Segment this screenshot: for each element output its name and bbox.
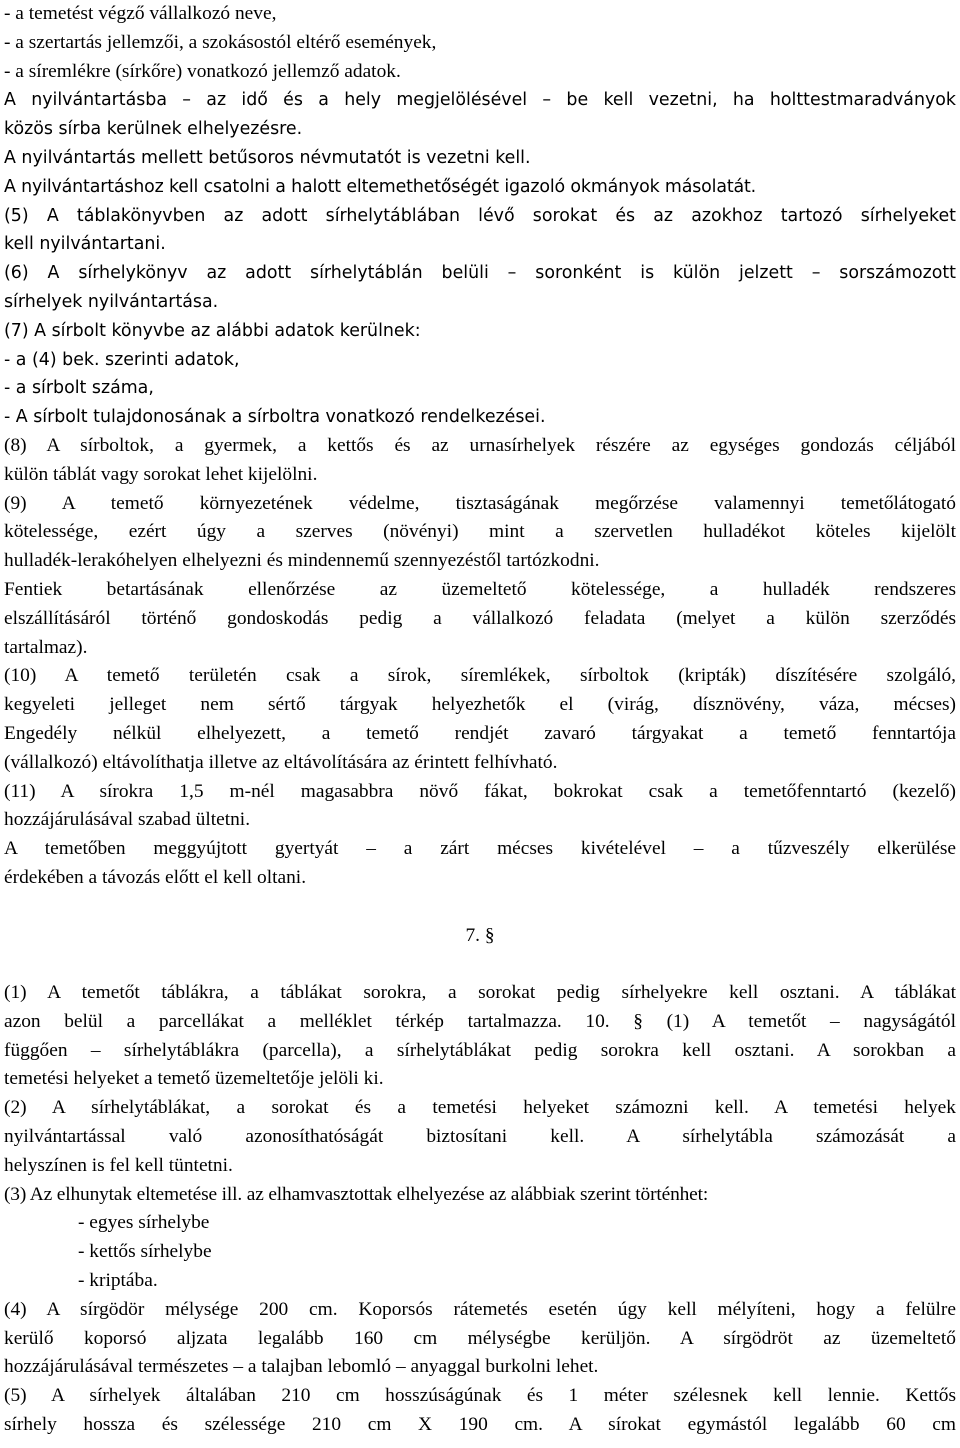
blank-line — [4, 893, 956, 922]
text-line: - egyes sírhelybe — [78, 1212, 210, 1234]
text-line: sírhelyek nyilvántartása. — [4, 291, 219, 312]
text-line: elszállításáról történő gondoskodás pedig a vállalkozó feladata (melyet a külön szerződés — [4, 607, 956, 629]
text-line: sírhely hossza és szélessége 210 cm X 190 cm. A sírokat egymástól legalább 60 cm — [4, 1414, 956, 1436]
text-line: (8) A sírboltok, a gyermek, a kettős és az urnasírhelyek részére az egységes gondozás céljából — [4, 434, 956, 456]
text-line: - a sírbolt száma, — [4, 378, 154, 399]
text-line: - a síremlékre (sírkőre) vonatkozó jellemző adatok. — [4, 60, 401, 82]
text-line: temetési helyeket a temető üzemeltetője jelöli ki. — [4, 1068, 384, 1090]
text-line: - kriptába. — [78, 1270, 158, 1292]
blank-line — [4, 950, 956, 979]
text-line: (11) A sírokra 1,5 m-nél magasabbra növő fákat, bokrokat csak a temetőfenntartó (kezelő) — [4, 780, 956, 802]
text-line: (9) A temető környezetének védelme, tisztaságának megőrzése valamennyi temetőlátogató — [4, 492, 956, 514]
text-line: - kettős sírhelybe — [78, 1241, 212, 1263]
text-line: (10) A temető területén csak a sírok, síremlékek, sírboltok (kripták) díszítésére szolgáló, — [4, 665, 956, 687]
text-line: helyszínen is fel kell tüntetni. — [4, 1154, 233, 1176]
text-line: - a temetést végző vállalkozó neve, — [4, 3, 277, 24]
text-line: kötelessége, ezért úgy a szerves (növényi) mint a szervetlen hulladékot köteles kijelölt — [4, 521, 956, 543]
text-line: (4) A sírgödör mélysége 200 cm. Koporsós rátemetés esetén úgy kell mélyíteni, hogy a felülre — [4, 1298, 956, 1320]
text-line: A nyilvántartás mellett betűsoros névmutatót is vezetni kell. — [4, 147, 531, 168]
text-line: kell nyilvántartani. — [4, 234, 166, 255]
text-line: (7) A sírbolt könyvbe az alábbi adatok kerülnek: — [4, 320, 421, 341]
text-line: - a szertartás jellemzői, a szokásostól eltérő események, — [4, 31, 437, 53]
text-line: (1) A temetőt táblákra, a táblákat sorokra, a sorokat pedig sírhelyekre kell osztani. A táblákat — [4, 982, 956, 1004]
text-line: hozzájárulásával természetes – a talajban lebomló – anyaggal burkolni lehet. — [4, 1356, 599, 1378]
text-line: nyilvántartással való azonosíthatóságát biztosítani kell. A sírhelytábla számozását a — [4, 1126, 956, 1148]
text-line: - A sírbolt tulajdonosának a sírboltra vonatkozó rendelkezései. — [4, 407, 546, 428]
text-line: - a (4) bek. szerinti adatok, — [4, 349, 240, 370]
text-line: függően – sírhelytáblákra (parcella), a sírhelytáblákat pedig sorokra kell osztani. A sorokban a — [4, 1039, 956, 1061]
text-line: kegyeleti jelleget nem sértő tárgyak helyezhetők el (virág, dísznövény, váza, mécses) — [4, 694, 956, 716]
text-line: 7. § — [465, 924, 495, 946]
text-line: közös sírba kerülnek elhelyezésre. — [4, 119, 303, 140]
text-line: (6) A sírhelykönyv az adott sírhelytáblán belüli – soronként is külön jelzett – sorszámozott — [4, 263, 956, 284]
text-line: hozzájárulásával szabad ültetni. — [4, 809, 251, 831]
text-line: (2) A sírhelytáblákat, a sorokat és a temetési helyeket számozni kell. A temetési helyek — [4, 1097, 956, 1119]
text-line: (3) Az elhunytak eltemetése ill. az elhamvasztottak elhelyezése az alábbiak szerint történhet: — [4, 1183, 709, 1205]
text-line: érdekében a távozás előtt el kell oltani. — [4, 866, 307, 888]
text-line: (5) A sírhelyek általában 210 cm hosszúságúnak és 1 méter szélesnek kell lennie. Kettős — [4, 1385, 956, 1407]
text-line: A nyilvántartásba – az idő és a hely megjelölésével – be kell vezetni, ha holttestmaradványok — [4, 90, 956, 111]
text-line: tartalmaz). — [4, 636, 88, 658]
document-body — [4, 0, 956, 1440]
text-line: A nyilvántartáshoz kell csatolni a halott eltemethetőségét igazoló okmányok másolatát. — [4, 176, 757, 197]
text-line: A temetőben meggyújtott gyertyát – a zárt mécses kivételével – a tűzveszély elkerülése — [4, 838, 956, 860]
text-line: hulladék-lerakóhelyen elhelyezni és mindennemű szennyezéstől tartózkodni. — [4, 550, 600, 572]
text-line: Engedély nélkül elhelyezett, a temető rendjét zavaró tárgyakat a temető fenntartója — [4, 722, 956, 744]
text-line: kerülő koporsó aljzata legalább 160 cm mélységbe kerüljön. A sírgödröt az üzemeltető — [4, 1327, 956, 1349]
text-line: (vállalkozó) eltávolíthatja illetve az eltávolítására az érintett felhívható. — [4, 751, 558, 773]
text-line: azon belül a parcellákat a melléklet térkép tartalmazza. 10. § (1) A temetőt – nagyságától — [4, 1010, 956, 1032]
text-line: külön táblát vagy sorokat lehet kijelölni. — [4, 463, 318, 485]
text-line: (5) A táblakönyvben az adott sírhelytáblában lévő sorokat és az azokhoz tartozó sírhelyeket — [4, 205, 956, 226]
text-line: Fentiek betartásának ellenőrzése az üzemeltető kötelessége, a hulladék rendszeres — [4, 578, 956, 600]
